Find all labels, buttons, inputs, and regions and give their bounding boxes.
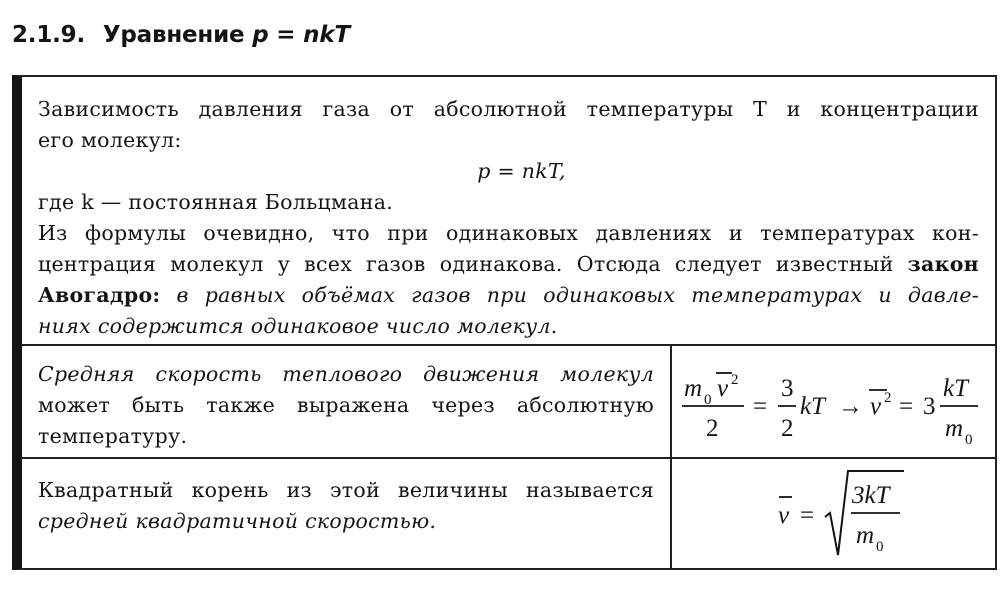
coefficient-3: 3 — [923, 393, 936, 420]
mass-subscript-2: 0 — [965, 432, 973, 448]
avogadro-law-text-1: в равных объёмах газов при одинаковых температурах и давле- — [176, 283, 979, 307]
speed-text-cell — [22, 346, 672, 459]
intro-formula: p = nkT, — [477, 159, 566, 183]
section-heading — [12, 22, 350, 48]
equals-sign-1: = — [753, 393, 768, 420]
intro-line-3: где k — постоянная Больцмана. — [38, 190, 394, 214]
rms-velocity-symbol: v — [778, 502, 790, 529]
avogadro-law-label-2: Авогадро: — [38, 283, 161, 307]
intro-line-2: его молекул: — [38, 128, 182, 152]
intro-line-7 — [38, 311, 979, 342]
avogadro-law-text-2: ниях содержится одинаковое число молекул — [38, 314, 551, 338]
rms-formula-cell — [672, 459, 995, 570]
kT-term-2: kT — [943, 375, 968, 402]
rms-line-2: средней квадратичной скоростью. — [38, 509, 437, 533]
section-title: Уравнение — [102, 22, 245, 48]
intro-line-6 — [38, 280, 979, 311]
intro-line-5-text: центрация молекул у всех газов одинакова. Отсюда следует известный — [38, 252, 894, 276]
intro-line-1: Зависимость давления газа от абсолютной температуры T и концентрации — [38, 97, 979, 121]
mass-symbol: m — [684, 375, 703, 402]
rms-mass-symbol: m — [856, 522, 875, 549]
mass-symbol-2: m — [945, 415, 964, 442]
avogadro-law-label-1: закон — [907, 252, 979, 276]
speed-line-3: температуру. — [38, 424, 188, 448]
rms-equals-sign: = — [800, 502, 815, 529]
kT-term-1: kT — [800, 393, 825, 420]
arrow-icon: → — [838, 393, 863, 420]
velocity-symbol-2: v — [870, 393, 882, 420]
denominator-2b: 2 — [781, 415, 794, 442]
equals-sign-2: = — [899, 393, 914, 420]
rms-formula — [672, 459, 995, 570]
velocity-symbol: v — [717, 375, 729, 402]
denominator-2: 2 — [706, 415, 719, 442]
section-number: 2.1.9. — [12, 22, 86, 48]
intro-line-4: Из формулы очевидно, что при одинаковых давлениях и температурах кон- — [38, 221, 979, 245]
rms-numerator: 3kT — [852, 482, 890, 509]
speed-line-1: Средняя скорость теплового движения молекул — [38, 362, 654, 386]
speed-formula — [672, 346, 995, 459]
speed-line-2: может быть также выражена через абсолютную — [38, 393, 654, 417]
rms-text-cell — [22, 459, 672, 570]
numerator-3: 3 — [781, 375, 794, 402]
intro-line-5 — [38, 249, 979, 280]
intro-line-7-end: . — [550, 314, 558, 338]
speed-formula-cell — [672, 346, 995, 459]
rms-line-1: Квадратный корень из этой величины называется — [38, 478, 654, 502]
intro-cell — [22, 77, 995, 346]
rms-mass-subscript: 0 — [876, 539, 884, 555]
mass-subscript: 0 — [704, 392, 712, 408]
velocity-square-2: 2 — [884, 390, 892, 406]
content-box — [12, 75, 997, 570]
velocity-square: 2 — [731, 372, 739, 388]
section-formula: p = nkT — [252, 22, 350, 48]
